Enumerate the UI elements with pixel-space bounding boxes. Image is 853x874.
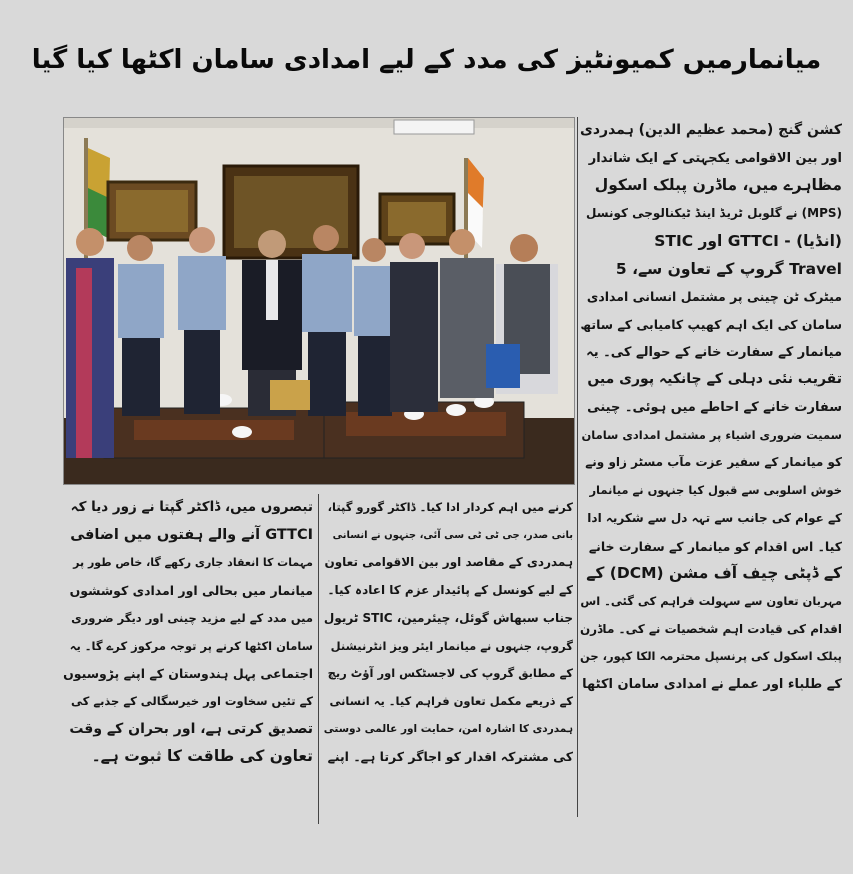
text-line: (انڈیا) - GTTCI اور STIC bbox=[654, 231, 842, 250]
text-line: کے لیے کونسل کے پائیدار عزم کا اعادہ کیا۔ bbox=[327, 583, 573, 598]
text-line: کے طلباء اور عملے نے امدادی سامان اکٹھا bbox=[582, 677, 842, 693]
text-line: کیا۔ اس اقدام کو میانمار کے سفارت خانے bbox=[588, 538, 842, 554]
text-line: کو میانمار کے سفیر عزت مآب مسٹر زاو ونے bbox=[585, 455, 842, 470]
text-line: کے ذریعے مکمل تعاون فراہم کیا۔ یہ انسانی bbox=[329, 693, 573, 708]
text-line: ہمدردی کے مقاصد اور بین الاقوامی تعاون bbox=[324, 555, 573, 570]
text-line: کے عوام کی جانب سے تہہ دل سے شکریہ ادا bbox=[587, 510, 842, 525]
article-column-left bbox=[63, 494, 313, 834]
text-line: تصدیق کرتی ہے، اور بحران کے وقت bbox=[69, 720, 313, 737]
text-line: میانمار کے سفارت خانے کے حوالے کی۔ یہ bbox=[586, 344, 842, 360]
text-line: مظاہرے میں، ماڈرن پبلک اسکول bbox=[594, 176, 842, 195]
text-line: کے ڈپٹی چیف آف مشن (DCM) کے bbox=[586, 564, 842, 583]
text-line: اجتماعی پہل ہندوستان کے اپنے پڑوسیوں bbox=[63, 666, 313, 682]
text-line: میٹرک ٹن چینی پر مشتمل انسانی امدادی bbox=[586, 289, 842, 305]
text-line: سمیت ضروری اشیاء پر مشتمل امدادی سامان bbox=[581, 427, 842, 442]
column-divider bbox=[577, 117, 578, 817]
article-column-middle bbox=[323, 494, 573, 834]
text-line: تبصروں میں، ڈاکٹر گپتا نے زور دیا کہ bbox=[70, 499, 313, 515]
text-line: پبلک اسکول کی پرنسپل محترمہ الکا کپور، جن bbox=[580, 649, 842, 664]
text-line: اقدام کی قیادت اہم شخصیات نے کی۔ ماڈرن bbox=[580, 621, 842, 636]
text-line: گروپ، جنہوں نے میانمار ایئر ویز انٹرنیشنل bbox=[330, 638, 573, 653]
text-line: مہمات کا انعقاد جاری رکھے گا، خاص طور پر bbox=[73, 556, 313, 570]
text-line: کے تئیں سخاوت اور خیرسگالی کے جذبے کی bbox=[71, 693, 313, 708]
text-line: اور بین الاقوامی یکجہتی کے ایک شاندار bbox=[588, 150, 842, 166]
text-line: بانی صدر، جی ٹی ٹی سی آئی، جنہوں نے انسانی bbox=[332, 529, 573, 541]
article-column-right bbox=[580, 117, 842, 817]
text-line: کرنے میں اہم کردار ادا کیا۔ ڈاکٹر گورو گپتا، bbox=[327, 500, 573, 514]
text-line: میانمار میں بحالی اور امدادی کوششوں bbox=[69, 583, 313, 599]
news-photo bbox=[63, 117, 575, 485]
text-line: جناب سبھاش گوئل، چیئرمین، STIC ٹریول bbox=[323, 610, 573, 625]
group-photo-icon bbox=[64, 118, 574, 484]
text-line: تقریب نئی دہلی کے چانکیہ پوری میں bbox=[587, 371, 842, 388]
text-line: مہربان تعاون سے سہولت فراہم کی گئی۔ اس bbox=[580, 593, 842, 608]
headline: میانمارمیں کمیونٹیز کی مدد کے لیے امدادی سامان اکٹھا کیا گیا bbox=[31, 45, 822, 75]
text-line: Travel گروپ کے تعاون سے، 5 bbox=[615, 259, 842, 278]
text-line: سامان کی ایک اہم کھیپ کامیابی کے ساتھ bbox=[580, 316, 842, 332]
text-line: GTTCI آنے والے ہفتوں میں اضافی bbox=[70, 526, 313, 543]
text-line: تعاون کی طاقت کا ثبوت ہے۔ bbox=[91, 747, 313, 766]
text-line: (MPS) نے گلوبل ٹریڈ اینڈ ٹیکنالوجی کونسل bbox=[586, 206, 842, 221]
text-line: سفارت خانے کے احاطے میں ہوئی۔ چینی bbox=[587, 400, 842, 416]
text-line: کے مطابق گروپ کی لاجسٹکس اور آؤٹ ریچ bbox=[327, 666, 573, 681]
text-line: میں مدد کے لیے مزید چینی اور دیگر ضروری bbox=[71, 610, 313, 625]
text-line: سامان اکٹھا کرنے پر توجہ مرکوز کرے گا۔ یہ bbox=[69, 638, 313, 653]
text-line: کشن گنج (محمد عظیم الدین) ہمدردی bbox=[580, 122, 842, 138]
text-line: ہمدردی کا اشارہ امن، حمایت اور عالمی دوستی bbox=[323, 722, 573, 735]
column-divider bbox=[318, 494, 319, 824]
text-line: کی مشترکہ اقدار کو اجاگر کرتا ہے۔ اپنے bbox=[327, 749, 573, 765]
text-line: خوش اسلوبی سے قبول کیا جنہوں نے میانمار bbox=[589, 483, 842, 498]
